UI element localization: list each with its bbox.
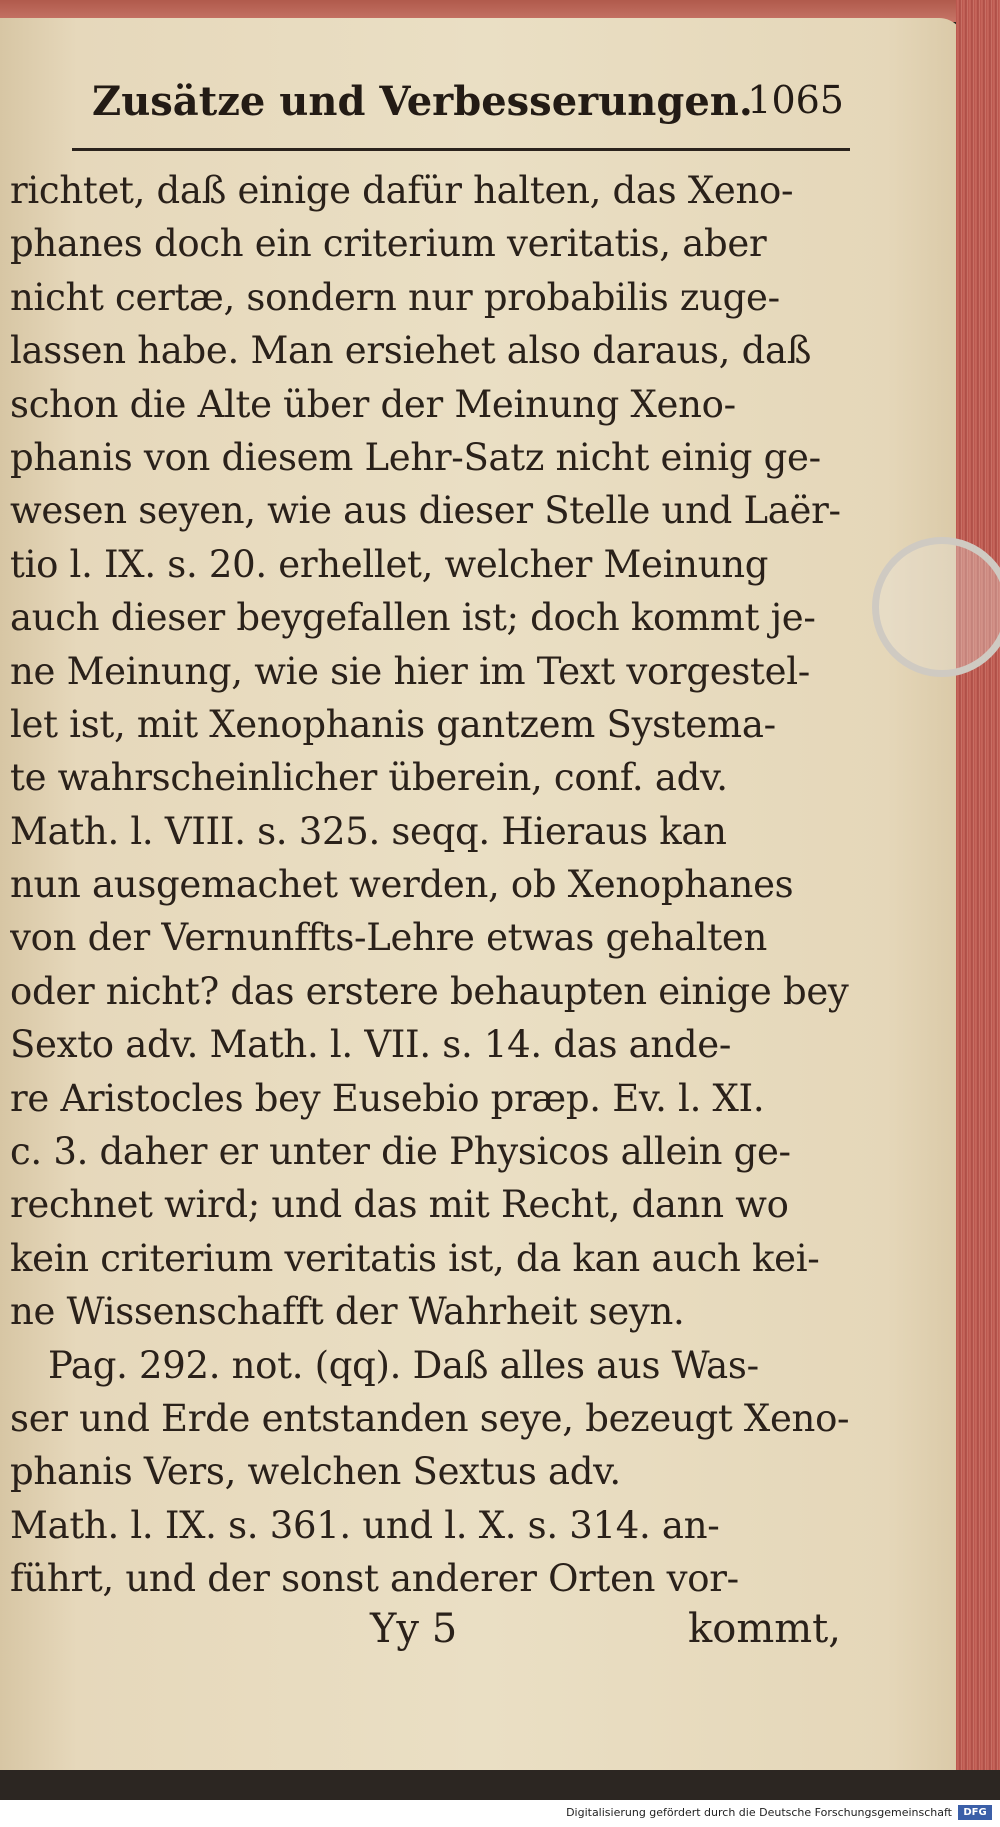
text-line: ne Meinung, wie sie hier im Text vorgestel- bbox=[10, 649, 810, 693]
text-line: phanis Vers, welchen Sextus adv. bbox=[10, 1450, 621, 1494]
running-head-title: Zusätze und Verbesserungen. bbox=[92, 78, 753, 125]
page-number: 1065 bbox=[747, 78, 844, 122]
text-line: phanes doch ein criterium veritatis, aber bbox=[10, 222, 767, 266]
footer-bar bbox=[0, 1800, 1000, 1827]
text-line: ne Wissenschafft der Wahrheit seyn. bbox=[10, 1290, 685, 1334]
signature-mark: Yy 5 bbox=[370, 1606, 458, 1652]
bookmark-clip bbox=[872, 537, 1000, 677]
text-line: c. 3. daher er unter die Physicos allein ge- bbox=[10, 1130, 791, 1174]
text-line: von der Vernunffts-Lehre etwas gehalten bbox=[10, 916, 768, 960]
text-line: kein criterium veritatis ist, da kan auch kei- bbox=[10, 1236, 820, 1280]
catchword: kommt, bbox=[688, 1606, 841, 1652]
book-fore-edge bbox=[956, 0, 1000, 1800]
text-line: re Aristocles bey Eusebio præp. Ev. l. XI. bbox=[10, 1076, 765, 1120]
text-line: tio l. IX. s. 20. erhellet, welcher Meinung bbox=[10, 542, 769, 586]
text-line: let ist, mit Xenophanis gantzem Systema- bbox=[10, 702, 776, 746]
dfg-logo-icon: DFG bbox=[958, 1805, 992, 1820]
body-text bbox=[10, 164, 855, 1606]
text-line: führt, und der sonst anderer Orten vor- bbox=[10, 1557, 739, 1601]
running-head bbox=[72, 78, 850, 151]
funding-credit: Digitalisierung gefördert durch die Deutsche Forschungsgemeinschaft bbox=[566, 1806, 952, 1819]
text-line: rechnet wird; und das mit Recht, dann wo bbox=[10, 1183, 789, 1227]
text-line: Math. l. VIII. s. 325. seqq. Hieraus kan bbox=[10, 809, 727, 853]
text-line: wesen seyen, wie aus dieser Stelle und Laër- bbox=[10, 489, 841, 533]
text-line: Sexto adv. Math. l. VII. s. 14. das ande- bbox=[10, 1023, 732, 1067]
text-line: nicht certæ, sondern nur probabilis zuge- bbox=[10, 275, 780, 319]
text-line: richtet, daß einige dafür halten, das Xeno- bbox=[10, 169, 794, 212]
scan-bottom-shadow bbox=[0, 1770, 1000, 1800]
text-line: schon die Alte über der Meinung Xeno- bbox=[10, 382, 736, 426]
text-line: te wahrscheinlicher überein, conf. adv. bbox=[10, 756, 728, 800]
text-line: nun ausgemachet werden, ob Xenophanes bbox=[10, 863, 794, 907]
text-line: lassen habe. Man ersiehet also daraus, daß bbox=[10, 329, 812, 373]
text-line-paragraph-start: Pag. 292. not. (qq). Daß alles aus Was- bbox=[48, 1343, 759, 1387]
page-paper bbox=[0, 18, 965, 1778]
text-line: ser und Erde entstanden seye, bezeugt Xeno- bbox=[10, 1396, 850, 1440]
text-line: oder nicht? das erstere behaupten einige bey bbox=[10, 969, 849, 1013]
text-line: auch dieser beygefallen ist; doch kommt je- bbox=[10, 596, 816, 640]
text-line: phanis von diesem Lehr-Satz nicht einig ge- bbox=[10, 435, 821, 479]
text-line: Math. l. IX. s. 361. und l. X. s. 314. an- bbox=[10, 1503, 720, 1547]
